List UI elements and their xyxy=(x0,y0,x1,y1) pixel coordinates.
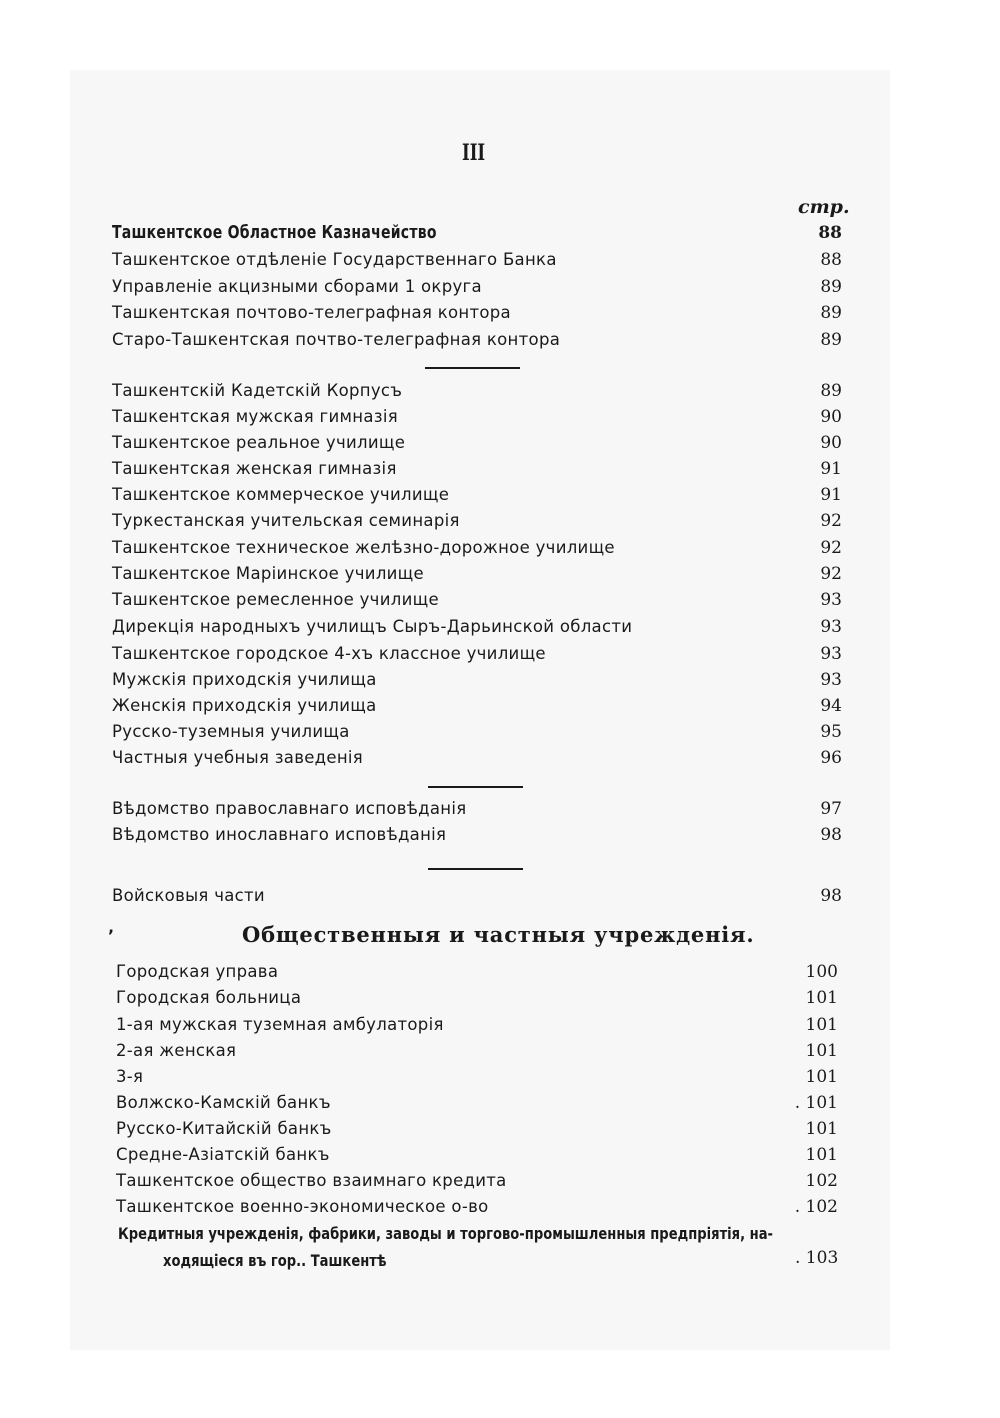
toc-entry-page: 93 xyxy=(820,617,842,637)
toc-entry-page: 98 xyxy=(820,886,842,906)
toc-entry[interactable] xyxy=(112,221,842,245)
toc-entry-page: 89 xyxy=(820,330,842,350)
toc-entry[interactable] xyxy=(116,1117,838,1141)
toc-entry-page: 94 xyxy=(820,696,842,716)
toc-entry-title: Русско-Китайскій банкъ xyxy=(116,1119,332,1138)
toc-entry-title: 2-ая женская xyxy=(116,1041,237,1060)
toc-entry[interactable] xyxy=(112,884,842,908)
toc-entry-title: Управленіе акцизными сборами 1 округа xyxy=(112,277,482,296)
toc-entry-title: Ташкентское Областное Казначейство xyxy=(112,222,437,243)
toc-entry[interactable] xyxy=(112,588,842,612)
toc-entry[interactable] xyxy=(112,720,842,744)
toc-entry-page: 101 xyxy=(805,988,838,1008)
toc-entry-page: 98 xyxy=(820,825,842,845)
toc-entry[interactable] xyxy=(112,797,842,821)
toc-entry[interactable] xyxy=(112,509,842,533)
toc-entry-title: Городская больница xyxy=(116,988,302,1007)
toc-entry-page: 91 xyxy=(820,485,842,505)
toc-entry-page: 101 xyxy=(805,1145,838,1165)
toc-entry-page: 89 xyxy=(820,277,842,297)
divider xyxy=(428,786,523,788)
toc-entry-page: . 102 xyxy=(794,1197,838,1217)
toc-entry-title: Старо-Ташкентская почтво-телеграфная контора xyxy=(112,330,561,349)
toc-entry-title: Ташкентское коммерческое училище xyxy=(112,485,450,504)
divider xyxy=(428,868,523,870)
divider xyxy=(425,367,520,369)
toc-entry[interactable] xyxy=(116,960,838,984)
toc-entry[interactable] xyxy=(112,536,842,560)
toc-entry-page: 92 xyxy=(820,538,842,558)
toc-entry-title: Ташкентское техническое желѣзно-дорожное училище xyxy=(112,538,615,557)
toc-entry-title: Частныя учебныя заведенія xyxy=(112,748,364,767)
toc-entry-title: Войсковыя части xyxy=(112,886,265,905)
toc-entry[interactable] xyxy=(112,694,842,718)
toc-entry-page: . 101 xyxy=(794,1093,838,1113)
toc-entry[interactable] xyxy=(112,457,842,481)
toc-entry-page: 91 xyxy=(820,459,842,479)
toc-entry[interactable] xyxy=(112,405,842,429)
toc-entry-title: Ташкентская мужская гимназія xyxy=(112,407,398,426)
toc-entry-page: 88 xyxy=(820,250,842,270)
toc-entry-page: 102 xyxy=(805,1171,838,1191)
toc-entry[interactable] xyxy=(112,642,842,666)
toc-entry[interactable] xyxy=(116,1143,838,1167)
toc-entry[interactable] xyxy=(116,1195,838,1219)
toc-entry-title: Ташкентское военно-экономическое о-во xyxy=(116,1197,489,1216)
final-entry-line-1[interactable]: Кредитныя учрежденія, фабрики, заводы и торгово-промышленныя предпріятія, на- xyxy=(118,1224,774,1243)
page-column-header: стр. xyxy=(798,196,850,218)
toc-entry-page: 101 xyxy=(805,1015,838,1035)
toc-entry-title: Волжско-Камскій банкъ xyxy=(116,1093,331,1112)
toc-entry-page: 96 xyxy=(820,748,842,768)
toc-entry-title: Ташкентское городское 4-хъ классное училище xyxy=(112,644,546,663)
final-entry-page: . 103 xyxy=(795,1248,839,1268)
toc-entry-page: 97 xyxy=(820,799,842,819)
toc-entry[interactable] xyxy=(112,301,842,325)
toc-entry-title: Ташкентскій Кадетскій Корпусъ xyxy=(112,381,403,400)
toc-entry-page: 89 xyxy=(820,381,842,401)
toc-entry[interactable] xyxy=(112,746,842,770)
toc-entry[interactable] xyxy=(112,431,842,455)
toc-entry-title: Городская управа xyxy=(116,962,279,981)
toc-entry[interactable] xyxy=(112,248,842,272)
toc-entry[interactable] xyxy=(116,1039,838,1063)
toc-entry-title: Дирекція народныхъ училищъ Сыръ-Дарьинской области xyxy=(112,617,633,636)
toc-entry-page: 88 xyxy=(818,223,842,243)
toc-entry[interactable] xyxy=(112,562,842,586)
toc-entry-page: 93 xyxy=(820,644,842,664)
toc-entry-page: 90 xyxy=(820,407,842,427)
toc-entry-page: 100 xyxy=(805,962,838,982)
toc-entry[interactable] xyxy=(116,1091,838,1115)
toc-entry[interactable] xyxy=(116,1065,838,1089)
toc-entry-title: Ташкентская женская гимназія xyxy=(112,459,397,478)
toc-entry-title: Туркестанская учительская семинарія xyxy=(112,511,460,530)
toc-entry-title: Ташкентское общество взаимнаго кредита xyxy=(116,1171,507,1190)
toc-entry-page: 92 xyxy=(820,511,842,531)
toc-entry-title: 3-я xyxy=(116,1067,144,1086)
stray-mark: ʼ xyxy=(108,926,115,945)
toc-entry-title: Ташкентское ремесленное училище xyxy=(112,590,439,609)
toc-entry[interactable] xyxy=(112,615,842,639)
toc-entry-title: 1-ая мужская туземная амбулаторія xyxy=(116,1015,444,1034)
toc-entry-page: 93 xyxy=(820,670,842,690)
toc-entry-page: 101 xyxy=(805,1067,838,1087)
toc-entry-page: 95 xyxy=(820,722,842,742)
toc-entry-title: Ташкентское отдѣленіе Государственнаго Банка xyxy=(112,250,557,269)
toc-entry[interactable] xyxy=(112,668,842,692)
toc-entry-title: Ташкентская почтово-телеграфная контора xyxy=(112,303,511,322)
toc-entry-title: Вѣдомство православнаго исповѣданія xyxy=(112,799,467,818)
toc-entry-page: 93 xyxy=(820,590,842,610)
toc-entry-page: 89 xyxy=(820,303,842,323)
page-number: III xyxy=(462,140,486,166)
toc-entry-title: Мужскія приходскія училища xyxy=(112,670,377,689)
final-entry-line-2[interactable]: ходящіеся въ гор.. Ташкентѣ xyxy=(163,1251,387,1270)
toc-entry-title: Средне-Азіатскій банкъ xyxy=(116,1145,330,1164)
toc-entry-page: 101 xyxy=(805,1041,838,1061)
toc-entry-title: Русско-туземныя училища xyxy=(112,722,350,741)
toc-entry-title: Ташкентское реальное училище xyxy=(112,433,406,452)
toc-entry-page: 101 xyxy=(805,1119,838,1139)
toc-entry-title: Ташкентское Маріинское училище xyxy=(112,564,424,583)
toc-entry[interactable] xyxy=(116,986,838,1010)
toc-entry[interactable] xyxy=(112,275,842,299)
toc-entry[interactable] xyxy=(112,328,842,352)
toc-entry[interactable] xyxy=(112,823,842,847)
toc-entry[interactable] xyxy=(116,1169,838,1193)
toc-entry[interactable] xyxy=(112,483,842,507)
toc-entry-title: Вѣдомство инославнаго исповѣданія xyxy=(112,825,447,844)
toc-entry[interactable] xyxy=(116,1013,838,1037)
toc-entry-page: 92 xyxy=(820,564,842,584)
toc-entry-page: 90 xyxy=(820,433,842,453)
section-heading: Общественныя и частныя учрежденія. xyxy=(242,922,755,947)
toc-entry[interactable] xyxy=(112,379,842,403)
toc-entry-title: Женскія приходскія училища xyxy=(112,696,377,715)
